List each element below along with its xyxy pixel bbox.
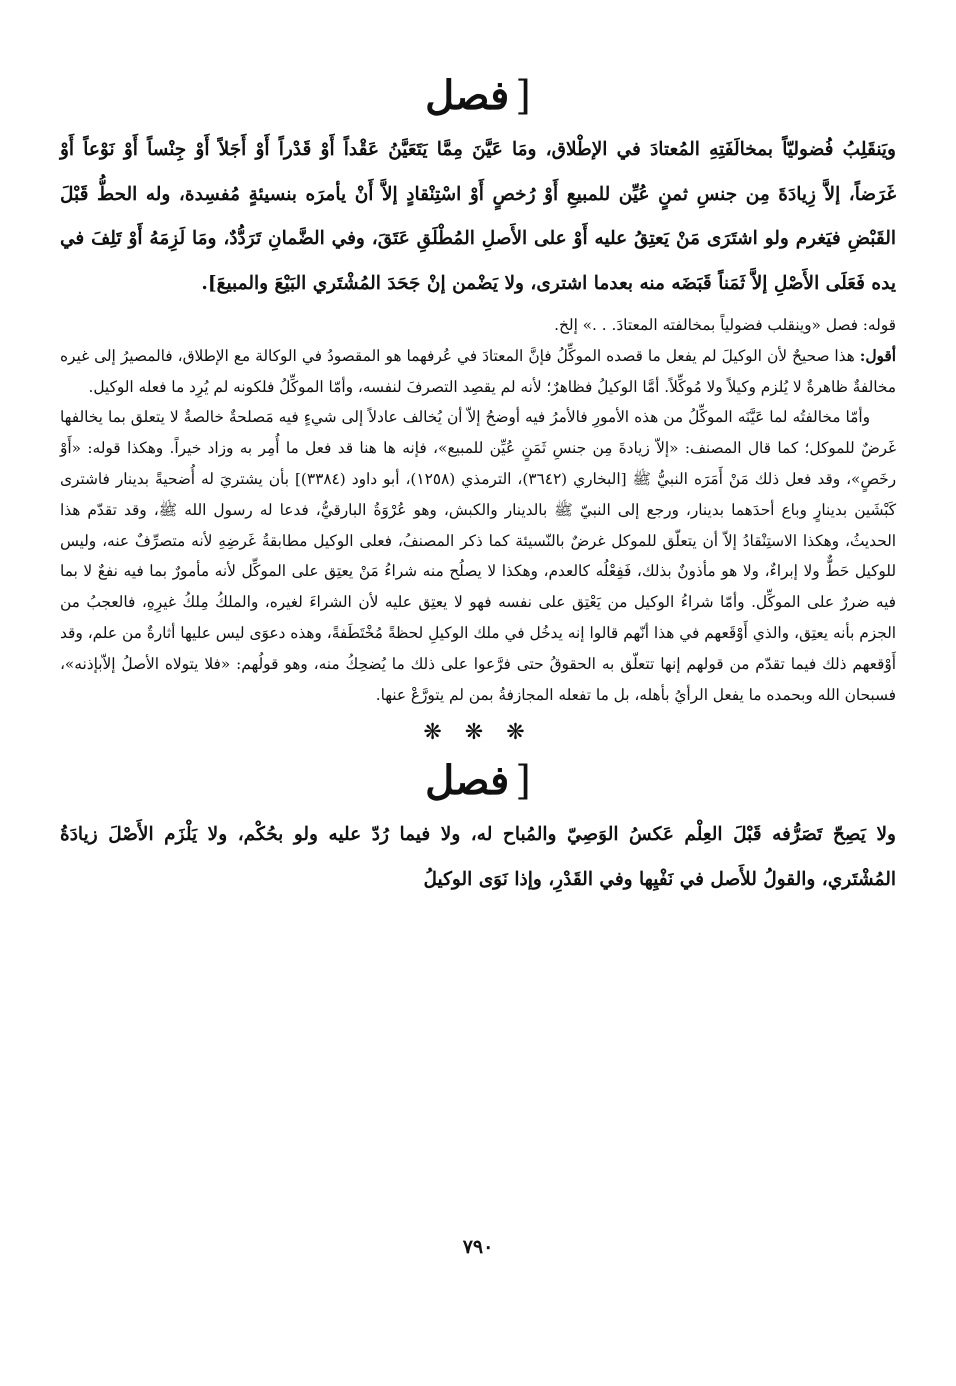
page-number: ٧٩٠ bbox=[462, 1236, 494, 1258]
commentary-paragraph-1-text: هذا صحيحٌ لأن الوكيلَ لم يفعل ما قصده الموكِّلُ فإنَّ المعتادَ في عُرفهما هو المقصودُ في الوكالة مع الإطلاق، فالمصيرُ إلى غيره مخالفةٌ ظاهرةٌ لا يُلزم وكيلاً ولا مُوكِّلاً. أمَّا الوكيلُ فظاهرٌ؛ لأنه لم يقصِد التصرفَ لنفسه، وأمّا الموكِّلُ فلكونه لم يُرِد ما فعله الوكيل. bbox=[60, 346, 896, 396]
heading-title: فصل bbox=[425, 757, 510, 805]
commentary-quote: قوله: فصل «وينقلب فضولياً بمخالفته المعتادَ. . .» إلخ. bbox=[554, 316, 896, 334]
commentary-paragraph-1 bbox=[60, 341, 896, 403]
commentary-paragraph-2: وأمّا مخالفتُه لما عَيَّنَه الموكِّلُ من هذه الأمورِ فالأمرُ فيه أوضحُ إلاّ أن يُخالف عادلاً إلى شيءٍ فيه مَصلحةٌ خالصةٌ لا يتعلق بما يخالفها غَرضٌ للموكل؛ كما قال المصنف: «إلاّ زيادةَ مِن جنسِ ثَمَنٍ عُيِّن للمبيع»، فإنه ها هنا قد فعل ما أُمِر به وزاد خيراً. وهكذا قوله: «أَوْ رخَصٍ»، وقد فعل ذلك مَنْ أَمَرَه النبيُّ ﷺ [البخاري (٣٦٤٢)، الترمذي (١٢٥٨)، أبو داود (٣٣٨٤)] بأن يشتريَ له أُضحيةً بدينار فاشترى كَبْشَين بدينارٍ وباع أحدَهما بدينار، ورجع إلى النبيّ ﷺ بالدينار والكبش، وهو عُرْوَةُ البارقيُّ، فدعا له رسول الله ﷺ، وقد تقدّم هذا الحديثُ، وهكذا الاستِنْقادُ إلاّ أن يتعلّق للموكل غرضٌ بالنّسيئة كما ذكر المصنفُ، فعلى الوكيل مطابقةُ غَرضِهِ لأنه متصرِّفٌ عنه، وليس للوكيل حَطٌّ ولا إبراءٌ، ولا هو مأذونٌ بذلك، فَفِعْلُه كالعدم، وهكذا لا يصلُح منه شراءُ مَنْ يعتِق على الموكِّل لأنه مأمورٌ بما فيه نفعٌ لا بما فيه ضررٌ على الموكِّل. وأمّا شراءُ الوكيل من يَعْتِق على نفسه فهو لا يعتِق عليه لأن الشراءَ لغيره، والملكُ مِلكُ غيرِهِ، فالعجبُ من الجزم بأنه يعتِق، والذي أَوْقَعهم في هذا أنّهم قالوا إنه يدخُل في ملك الوكيلِ لحظةً مُخْتَطَفةً، وهذه دعوَى ليس عليها أثارةٌ من علم، وقد أَوْقعهم ذلك فيما تقدّم من قولهم إنها تتعلّق به الحقوقُ حتى فرَّعوا على ذلك ما يُضحِكُ منه، وهو قولُهم: «فلا يتولاه الأصلُ إلاّبإذنه»، فسبحان الله وبحمده ما يفعل الرأيُ بأهله، بل ما تفعله المجازفةُ بمن لم يتورَّعْ عنها. bbox=[60, 408, 896, 704]
section-heading-2 bbox=[60, 755, 896, 807]
matn-text-2: ولا يَصِحّ تَصَرُّفه قَبْلَ العِلْم عَكسُ الوَصِيّ والمُباح له، ولا فيما رُدّ عليه ولو بحُكْم، ولا يَلْزَم الأَصْلَ زيادَةُ المُشْتَري، والقولُ للأَصل في نَفْيِها وفي القَدْرِ، وإذا نَوَى الوكيلُ bbox=[60, 824, 896, 890]
section-heading-1 bbox=[60, 70, 896, 122]
section-separator: ❋ ❋ ❋ bbox=[423, 720, 533, 746]
matn-text-1: ويَنقَلِبُ فُضوليّاً بمخالَفَتِهِ المُعتادَ في الإطْلاق، ومَا عَيَّنَ مِمَّا يَتَعَيَّنُ عَقْداً أَوْ قَدْراً أَوْ أَجَلاً أَوْ جِنْساً أَوْ نَوْعاً أَوْ غَرَضاً، إلاَّ زِيادَةَ مِن جنسِ ثمنٍ عُيِّن للمبيعِ أَوْ رُخصٍ أَوْ اسْتِنْقادٍ إلاَّ أَنْ يأمرَه بنسيئةٍ مُفسِدة، وله الحطُّ قَبْلَ القَبْضِ فيَغرم ولو اشتَرَى مَنْ يَعتِقُ عليه أَوْ على الأَصلِ المُطْلَقِ عَتَقَ، وفي الضَّمانِ تَرَدُّدٌ، ومَا لَزِمَهُ أَوْ تَلِفَ في يده فَعَلَى الأَصْلِ إلاَّ ثَمَناً قَبَضَه منه بعدما اشترى، ولا يَضْمن إنْ جَحَدَ المُشْتَري البَيْعَ والمبيعَ]. bbox=[60, 139, 896, 294]
book-page bbox=[60, 60, 896, 1360]
heading-bracket: [ bbox=[515, 758, 531, 805]
aqul-label: أقول: bbox=[859, 346, 896, 365]
heading-bracket: [ bbox=[515, 73, 531, 119]
heading-title: فصل bbox=[425, 72, 510, 119]
